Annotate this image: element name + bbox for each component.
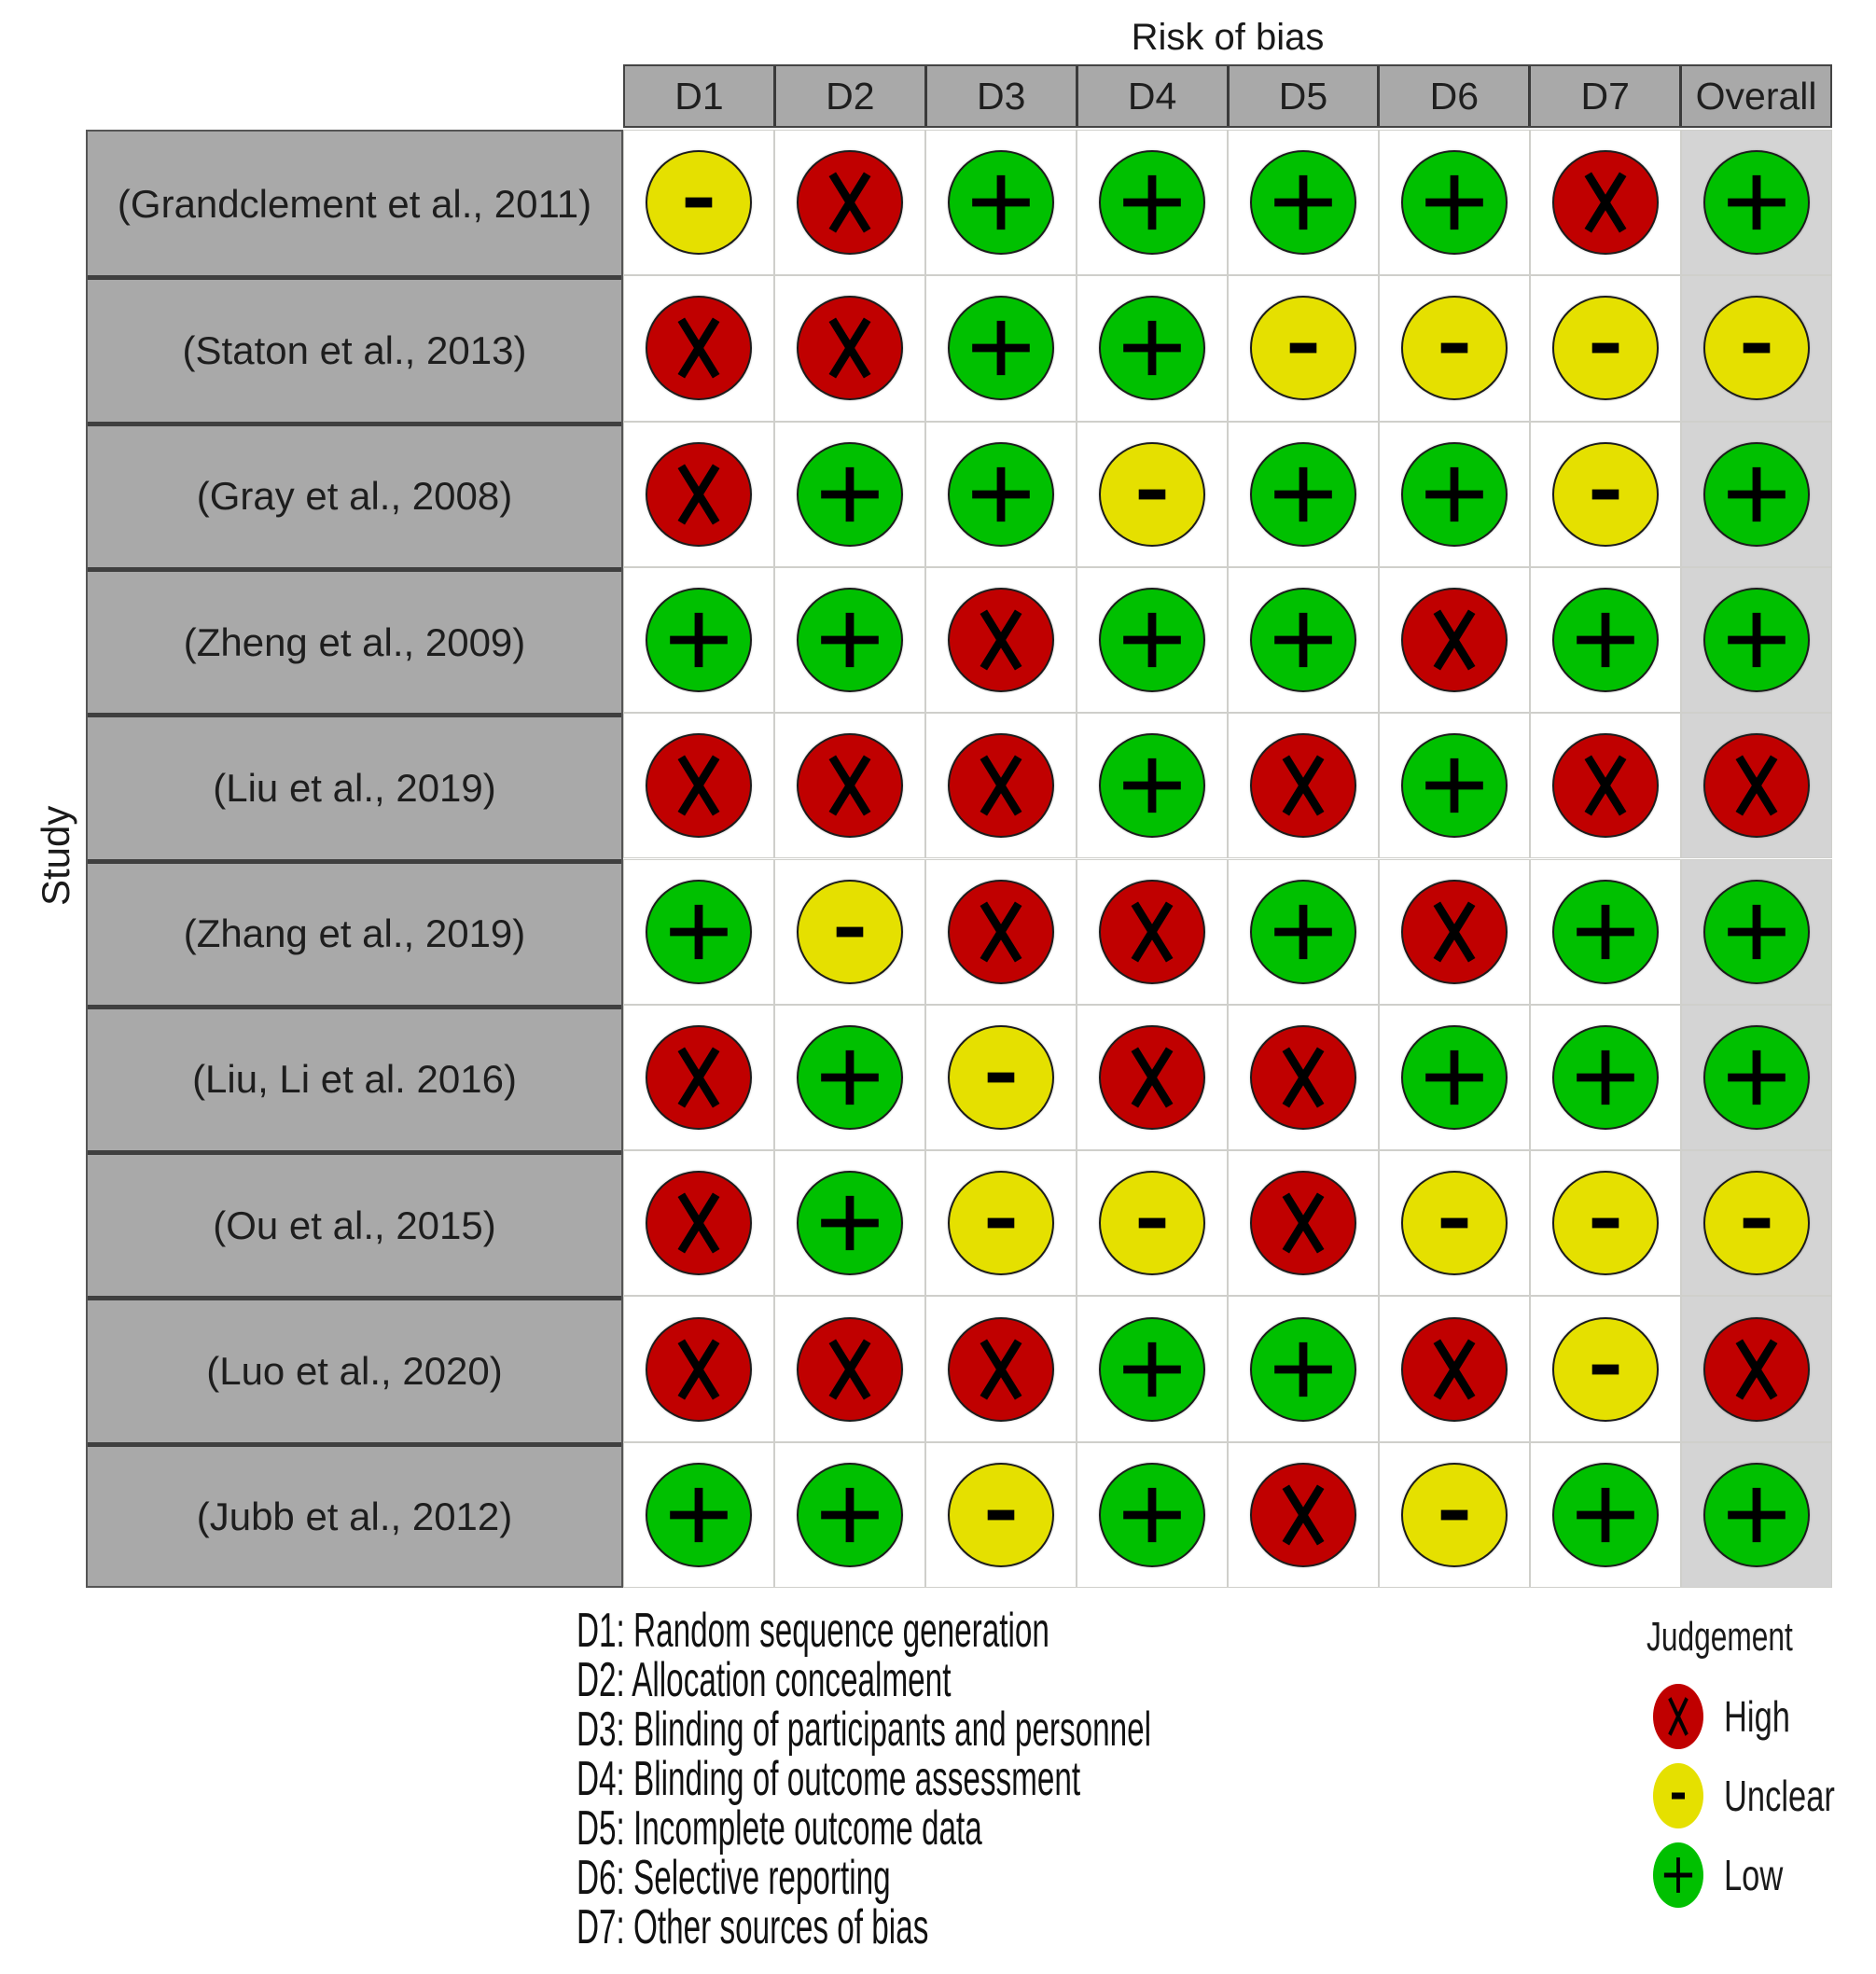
plus-icon (1401, 1025, 1508, 1130)
judgement-cell (925, 713, 1077, 858)
study-axis-label: Study (34, 805, 77, 906)
x-icon (646, 1171, 752, 1275)
x-icon (1401, 880, 1508, 984)
legend-entry-low (1653, 1842, 1802, 1908)
column-header-d6: D6 (1377, 66, 1528, 126)
judgement-cell (623, 130, 774, 275)
plus-icon (1552, 588, 1659, 692)
judgement-cell (1681, 859, 1832, 1005)
x-icon (646, 1025, 752, 1130)
judgement-cell (1379, 275, 1530, 421)
column-header-d4: D4 (1076, 66, 1227, 126)
judgement-cell (1228, 1296, 1379, 1441)
plus-icon (1250, 1317, 1356, 1422)
domain-definition: D3: Blinding of participants and personnel (577, 1703, 1152, 1757)
minus-icon (1099, 1171, 1205, 1275)
x-icon (1099, 1025, 1205, 1130)
judgement-cell (925, 1005, 1077, 1150)
plus-icon (797, 1025, 903, 1130)
plus-icon (646, 1463, 752, 1567)
x-icon (1250, 1463, 1356, 1567)
judgement-cell (1379, 1005, 1530, 1150)
x-icon (1250, 733, 1356, 838)
minus-icon (1401, 1463, 1508, 1567)
judgement-cell (774, 859, 925, 1005)
judgement-cell (1681, 1442, 1832, 1588)
domain-definition: D7: Other sources of bias (577, 1900, 929, 1954)
judgement-cell (1077, 1150, 1228, 1296)
plus-icon (797, 1463, 903, 1567)
plus-icon (646, 588, 752, 692)
x-icon (1552, 733, 1659, 838)
judgement-cell (1530, 1442, 1681, 1588)
minus-icon (797, 880, 903, 984)
judgement-cell (1228, 1442, 1379, 1588)
study-label: (Ou et al., 2015) (88, 1150, 621, 1296)
plus-icon (948, 150, 1054, 255)
x-icon (646, 296, 752, 400)
judgement-cell (1530, 1005, 1681, 1150)
plus-icon (1099, 588, 1205, 692)
judgement-cell (774, 567, 925, 713)
x-icon (1250, 1025, 1356, 1130)
column-header-d2: D2 (773, 66, 924, 126)
plus-icon (646, 880, 752, 984)
x-icon (1703, 1317, 1810, 1422)
x-icon (797, 296, 903, 400)
study-label: (Gray et al., 2008) (88, 422, 621, 567)
x-icon (646, 1317, 752, 1422)
judgement-cell (1228, 275, 1379, 421)
judgement-cell (623, 1442, 774, 1588)
judgement-cell (1681, 1150, 1832, 1296)
judgement-cell (774, 713, 925, 858)
judgement-cell (774, 1296, 925, 1441)
plus-icon (797, 442, 903, 547)
legend-label: Low (1724, 1851, 1784, 1899)
judgement-cell (1077, 567, 1228, 713)
judgement-cell (623, 713, 774, 858)
judgement-cell (623, 1296, 774, 1441)
column-header-d5: D5 (1227, 66, 1378, 126)
plus-icon (948, 296, 1054, 400)
legend-entry-unclear (1653, 1763, 1872, 1828)
judgement-cell (1379, 859, 1530, 1005)
judgement-cell (925, 275, 1077, 421)
study-label: (Liu et al., 2019) (88, 713, 621, 858)
x-icon (1552, 150, 1659, 255)
minus-icon (1703, 1171, 1810, 1275)
domain-header-row (623, 64, 1832, 128)
judgement-cell (1530, 275, 1681, 421)
x-icon (948, 588, 1054, 692)
minus-icon (1653, 1763, 1703, 1828)
judgement-cell (925, 422, 1077, 567)
plus-icon (1401, 150, 1508, 255)
judgement-cell (623, 859, 774, 1005)
x-icon (1653, 1684, 1703, 1749)
judgement-cell (774, 422, 925, 567)
plus-icon (1703, 442, 1810, 547)
minus-icon (948, 1463, 1054, 1567)
x-icon (797, 733, 903, 838)
plus-icon (1250, 880, 1356, 984)
judgement-cell (623, 422, 774, 567)
minus-icon (646, 150, 752, 255)
domain-definition: D4: Blinding of outcome assessment (577, 1752, 1081, 1806)
judgement-cell (623, 1150, 774, 1296)
x-icon (1250, 1171, 1356, 1275)
judgement-cell (623, 275, 774, 421)
judgement-cell (1530, 130, 1681, 275)
x-icon (1703, 733, 1810, 838)
column-header-d7: D7 (1528, 66, 1679, 126)
minus-icon (1552, 296, 1659, 400)
judgement-cell (1530, 859, 1681, 1005)
domain-definitions-legend (577, 1606, 1475, 1953)
study-label: (Liu, Li et al. 2016) (88, 1005, 621, 1150)
judgement-cell (1228, 859, 1379, 1005)
plus-icon (1703, 1463, 1810, 1567)
judgement-cell (1681, 130, 1832, 275)
study-label: (Staton et al., 2013) (88, 275, 621, 421)
minus-icon (948, 1025, 1054, 1130)
judgement-cell (1379, 422, 1530, 567)
judgement-cell (1379, 1150, 1530, 1296)
judgement-cell (1228, 130, 1379, 275)
judgement-cell (925, 1296, 1077, 1441)
judgement-cell (774, 275, 925, 421)
column-header-d1: D1 (674, 74, 724, 118)
judgement-cell (1379, 567, 1530, 713)
domain-definition: D5: Incomplete outcome data (577, 1801, 982, 1856)
plus-icon (797, 1171, 903, 1275)
x-icon (1099, 880, 1205, 984)
plus-icon (1653, 1842, 1703, 1908)
column-header-overall: Overall (1679, 66, 1830, 126)
judgement-cell (925, 1150, 1077, 1296)
x-icon (646, 733, 752, 838)
plus-icon (1250, 588, 1356, 692)
legend-label: Unclear (1724, 1772, 1835, 1820)
judgement-cell (1077, 713, 1228, 858)
judgement-cell (1530, 713, 1681, 858)
x-icon (1401, 1317, 1508, 1422)
x-icon (1401, 588, 1508, 692)
judgement-cell (623, 567, 774, 713)
judgement-cell (1681, 713, 1832, 858)
judgement-cell (1228, 1005, 1379, 1150)
column-header-d3: D3 (924, 66, 1076, 126)
minus-icon (948, 1171, 1054, 1275)
judgement-cell (1530, 1150, 1681, 1296)
minus-icon (1552, 1171, 1659, 1275)
domain-definition: D1: Random sequence generation (577, 1604, 1049, 1658)
legend-label: High (1724, 1692, 1790, 1741)
study-label: (Luo et al., 2020) (88, 1296, 621, 1441)
plus-icon (1099, 733, 1205, 838)
judgement-cell (1077, 422, 1228, 567)
judgement-cell (925, 567, 1077, 713)
judgement-cell (925, 130, 1077, 275)
plus-icon (1099, 1463, 1205, 1567)
plus-icon (797, 588, 903, 692)
minus-icon (1250, 296, 1356, 400)
judgement-cell (1228, 422, 1379, 567)
domain-definition: D6: Selective reporting (577, 1851, 891, 1905)
plus-icon (1099, 1317, 1205, 1422)
study-label: (Zheng et al., 2009) (88, 567, 621, 713)
minus-icon (1703, 296, 1810, 400)
minus-icon (1552, 442, 1659, 547)
plus-icon (1250, 442, 1356, 547)
plus-icon (1099, 296, 1205, 400)
x-icon (797, 150, 903, 255)
judgement-cell (1077, 859, 1228, 1005)
plus-icon (1703, 880, 1810, 984)
judgement-cell (1681, 1296, 1832, 1441)
judgement-cell (1228, 567, 1379, 713)
judgement-cell (1077, 1442, 1228, 1588)
study-label: (Jubb et al., 2012) (88, 1442, 621, 1588)
minus-icon (1552, 1317, 1659, 1422)
judgement-cell (1681, 275, 1832, 421)
judgement-cell (925, 859, 1077, 1005)
plus-icon (1703, 588, 1810, 692)
judgement-cell (774, 1005, 925, 1150)
judgement-cell (1379, 713, 1530, 858)
x-icon (948, 880, 1054, 984)
x-icon (948, 1317, 1054, 1422)
study-label: (Grandclement et al., 2011) (117, 182, 592, 227)
plus-icon (1552, 1463, 1659, 1567)
judgement-cell (774, 130, 925, 275)
judgement-cell (1681, 1005, 1832, 1150)
judgement-cell (1228, 1150, 1379, 1296)
plus-icon (1250, 150, 1356, 255)
minus-icon (1099, 442, 1205, 547)
judgement-grid (623, 130, 1832, 1588)
chart-title: Risk of bias (1131, 17, 1325, 58)
x-icon (646, 442, 752, 547)
judgement-cell (1681, 422, 1832, 567)
judgement-cell (774, 1150, 925, 1296)
plus-icon (1099, 150, 1205, 255)
judgement-cell (1379, 1442, 1530, 1588)
judgement-cell (1530, 567, 1681, 713)
domain-definition: D2: Allocation concealment (577, 1653, 952, 1707)
judgement-cell (925, 1442, 1077, 1588)
x-icon (948, 733, 1054, 838)
judgement-cell (774, 1442, 925, 1588)
plus-icon (1401, 733, 1508, 838)
judgement-cell (623, 1005, 774, 1150)
study-label: (Zhang et al., 2019) (88, 859, 621, 1005)
x-icon (797, 1317, 903, 1422)
study-label-panel (86, 130, 623, 1588)
judgement-cell (1077, 275, 1228, 421)
judgement-legend (1647, 1614, 1850, 1899)
plus-icon (1552, 1025, 1659, 1130)
plus-icon (1703, 150, 1810, 255)
legend-entry-high (1653, 1684, 1813, 1749)
plus-icon (1703, 1025, 1810, 1130)
judgement-cell (1681, 567, 1832, 713)
judgement-cell (1379, 1296, 1530, 1441)
plus-icon (948, 442, 1054, 547)
judgement-cell (1530, 1296, 1681, 1441)
judgement-cell (1530, 422, 1681, 567)
plus-icon (1552, 880, 1659, 984)
judgement-cell (1379, 130, 1530, 275)
minus-icon (1401, 1171, 1508, 1275)
judgement-cell (1077, 1296, 1228, 1441)
judgement-cell (1228, 713, 1379, 858)
judgement-cell (1077, 1005, 1228, 1150)
judgement-cell (1077, 130, 1228, 275)
plus-icon (1401, 442, 1508, 547)
minus-icon (1401, 296, 1508, 400)
judgement-legend-title: Judgement (1647, 1614, 1793, 1660)
